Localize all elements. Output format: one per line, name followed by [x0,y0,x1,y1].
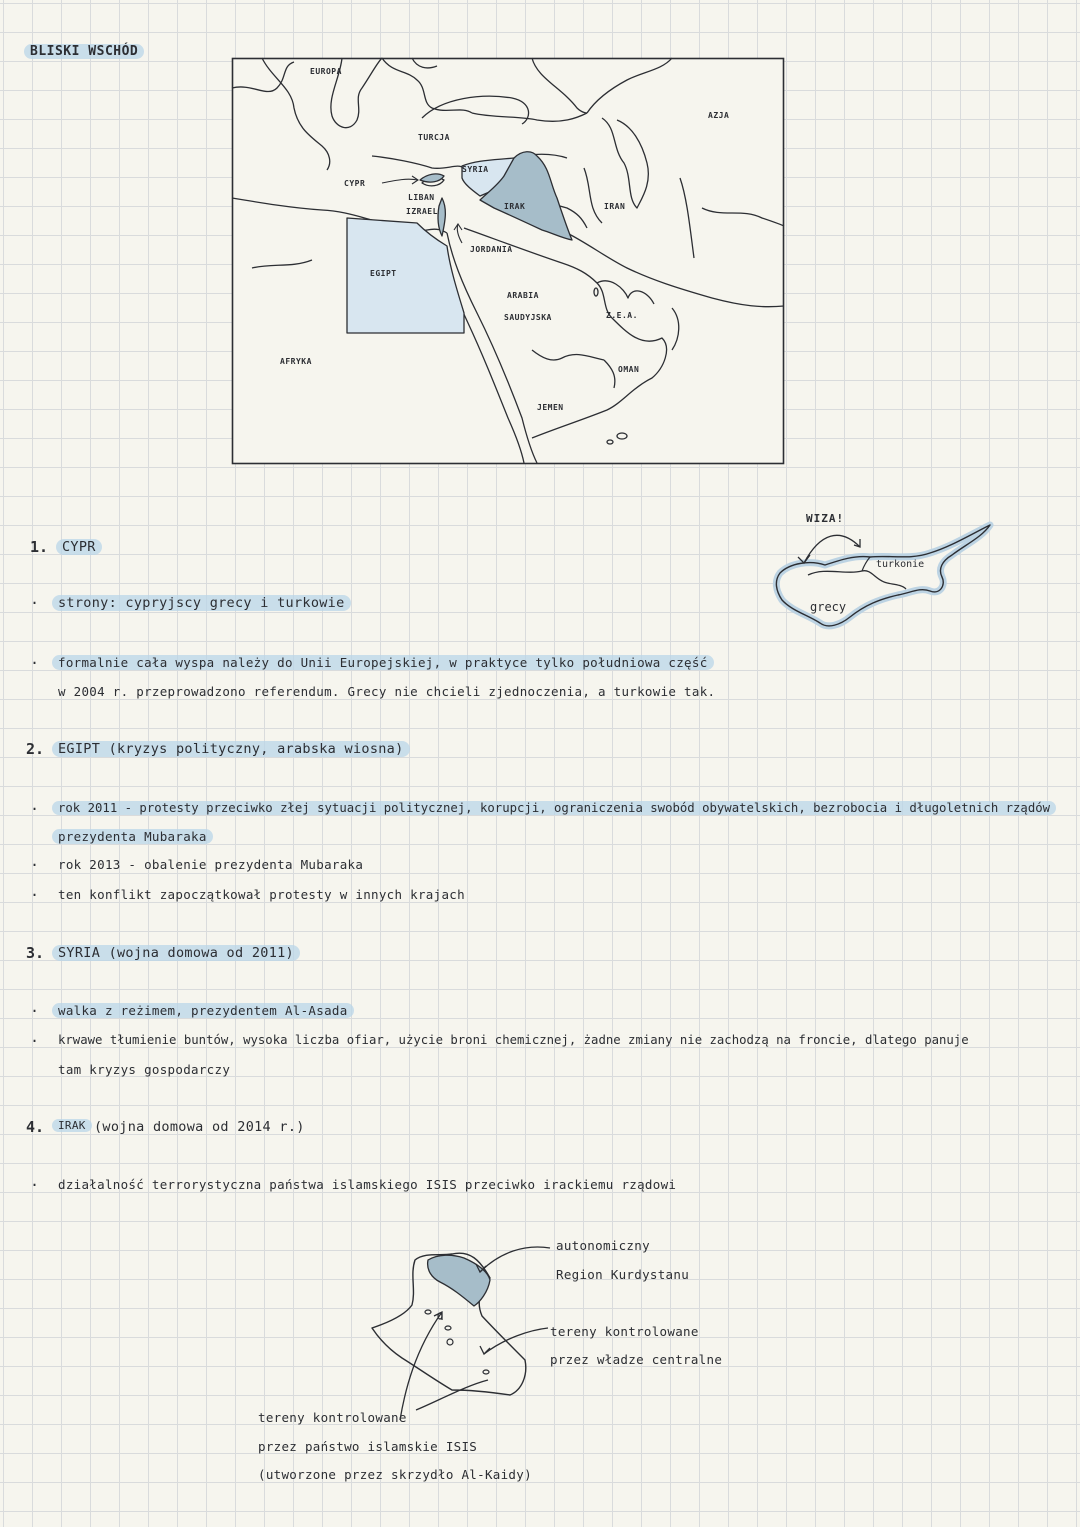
middle-east-map [232,58,784,464]
map-label-liban: LIBAN [408,193,435,202]
map-label-turcja: TURCJA [418,133,450,142]
map-label-arabia: ARABIA [507,291,539,300]
section-3-line-3: tam kryzys gospodarczy [58,1062,231,1077]
bullet: · [30,1002,40,1020]
bullet: · [30,1176,40,1194]
map-label-iran: IRAN [604,202,626,211]
government-label-2: przez władze centralne [550,1352,723,1367]
section-1-line-2: formalnie cała wyspa należy do Unii Europejskiej, w praktyce tylko południowa część [52,655,714,670]
bullet: · [30,654,40,672]
isis-label-1: tereny kontrolowane [258,1410,407,1425]
section-2-number: 2. [26,740,45,758]
section-2-heading: EGIPT (kryzys polityczny, arabska wiosna) [52,741,410,757]
map-label-jordania: JORDANIA [470,245,513,254]
bullet: · [30,800,40,818]
map-label-jemen: JEMEN [537,403,564,412]
section-2-line-1: rok 2011 - protesty przeciwko złej sytuacji politycznej, korupcji, ograniczenia swobód obywatelskich, bezrobocia i długoletnich rządów [52,801,1056,815]
section-4-heading: IRAK [52,1119,92,1132]
bullet: · [30,886,40,904]
bullet: · [30,594,40,612]
government-label-1: tereny kontrolowane [550,1324,699,1339]
map-label-irak: IRAK [504,202,526,211]
bullet: · [30,1032,40,1050]
isis-label-3: (utworzone przez skrzydło Al-Kaidy) [258,1467,532,1482]
iraq-arrows [380,1230,580,1450]
section-4-line-1: działalność terrorystyczna państwa islamskiego ISIS przeciwko irackiemu rządowi [58,1177,677,1192]
map-label-saudyjska: SAUDYJSKA [504,313,552,322]
map-label-egipt: EGIPT [370,269,397,278]
section-3-heading: SYRIA (wojna domowa od 2011) [52,945,300,961]
bullet: · [30,856,40,874]
section-1-heading: CYPR [56,539,102,555]
section-3-line-1: walka z reżimem, prezydentem Al-Asada [52,1003,354,1018]
section-3-line-2: krwawe tłumienie buntów, wysoka liczba ofiar, użycie broni chemicznej, żadne zmiany nie zachodzą na froncie, dlatego panuje [58,1033,969,1047]
map-label-azja: AZJA [708,111,730,120]
map-label-europa: EUROPA [310,67,342,76]
cyprus-sketch [770,505,1000,635]
kurdistan-label-1: autonomiczny [556,1238,650,1253]
map-label-cypr: CYPR [344,179,366,188]
section-3-number: 3. [26,944,45,962]
section-2-line-2: prezydenta Mubaraka [52,829,213,844]
map-label-afryka: AFRYKA [280,357,312,366]
section-1-line-3: w 2004 r. przeprowadzono referendum. Grecy nie chcieli zjednoczenia, a turkowie tak. [58,684,716,699]
page-title: BLISKI WSCHÓD [24,44,144,59]
section-2-line-3: rok 2013 - obalenie prezydenta Mubaraka [58,857,364,872]
grecy-label: grecy [810,600,847,614]
section-4-number: 4. [26,1118,45,1136]
section-4-heading-extra: (wojna domowa od 2014 r.) [94,1119,305,1135]
section-1-number: 1. [30,538,49,556]
map-label-zea: Z.E.A. [606,311,638,320]
section-1-line-1: strony: cypryjscy grecy i turkowie [52,595,351,611]
map-label-oman: OMAN [618,365,640,374]
turkonie-label: turkonie [876,559,925,570]
kurdistan-label-2: Region Kurdystanu [556,1267,690,1282]
wiza-label: WIZA! [806,512,845,525]
map-label-syria: SYRIA [462,165,489,174]
map-label-izrael: IZRAEL [406,207,438,216]
isis-label-2: przez państwo islamskie ISIS [258,1439,478,1454]
section-2-line-4: ten konflikt zapoczątkował protesty w innych krajach [58,887,465,902]
